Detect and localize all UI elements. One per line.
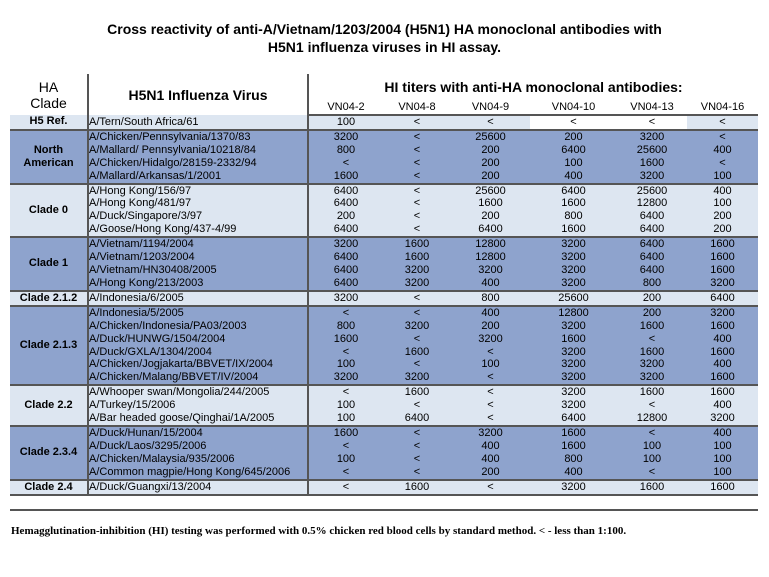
titer-cell: 1600 [687, 264, 758, 277]
virus-cell: A/Vietnam/HN30408/2005 [88, 264, 308, 277]
table-row [10, 371, 758, 385]
titer-cell: 6400 [617, 264, 687, 277]
titer-cell: < [383, 306, 451, 320]
titer-cell: 3200 [530, 264, 617, 277]
clade-cell: Clade 2.1.3 [10, 306, 88, 385]
titer-cell: 1600 [383, 251, 451, 264]
titer-cell: 100 [308, 358, 383, 371]
titer-cell: 100 [308, 453, 383, 466]
titer-cell: 6400 [308, 197, 383, 210]
table-row [10, 291, 758, 306]
titer-cell: 25600 [530, 291, 617, 306]
titer-cell: 3200 [617, 170, 687, 184]
titer-cell: 200 [308, 210, 383, 223]
titer-cell: 200 [687, 223, 758, 237]
titer-cell: 3200 [687, 412, 758, 426]
table-row [10, 440, 758, 453]
titer-cell: 6400 [530, 144, 617, 157]
titer-cell: < [308, 466, 383, 480]
virus-cell: A/Duck/GXLA/1304/2004 [88, 346, 308, 359]
virus-cell: A/Goose/Hong Kong/437-4/99 [88, 223, 308, 237]
titer-cell: 1600 [383, 346, 451, 359]
titer-cell: < [383, 426, 451, 440]
titer-cell: 200 [451, 170, 530, 184]
table-row [10, 184, 758, 198]
titer-cell: < [687, 115, 758, 130]
titer-cell: 12800 [451, 237, 530, 251]
titer-cell: 1600 [617, 157, 687, 170]
titer-cell: 12800 [617, 412, 687, 426]
titer-cell: 6400 [617, 223, 687, 237]
virus-cell: A/Chicken/Indonesia/PA03/2003 [88, 320, 308, 333]
table-row [10, 170, 758, 184]
titer-cell: < [383, 333, 451, 346]
titer-cell: < [308, 157, 383, 170]
titer-cell: 100 [308, 399, 383, 412]
titer-cell: 1600 [530, 440, 617, 453]
titer-cell: < [383, 170, 451, 184]
titer-cell: 6400 [530, 184, 617, 198]
table-row [10, 157, 758, 170]
antibody-header: VN04-9 [451, 100, 530, 115]
table-row [10, 223, 758, 237]
titer-cell: < [451, 371, 530, 385]
titer-cell: < [383, 197, 451, 210]
titer-cell: 6400 [308, 277, 383, 291]
virus-cell: A/Bar headed goose/Qinghai/1A/2005 [88, 412, 308, 426]
titer-cell: 1600 [687, 320, 758, 333]
clade-cell: Clade 2.2 [10, 385, 88, 426]
table-row [10, 277, 758, 291]
titer-cell: 400 [451, 306, 530, 320]
titer-cell: 400 [530, 170, 617, 184]
titer-cell: 25600 [451, 130, 530, 144]
titer-cell: < [687, 130, 758, 144]
titer-cell: 3200 [530, 385, 617, 399]
virus-cell: A/Duck/HUNWG/1504/2004 [88, 333, 308, 346]
titer-cell: 6400 [617, 251, 687, 264]
titer-cell: 200 [617, 306, 687, 320]
titer-cell: 200 [451, 210, 530, 223]
titer-cell: < [451, 346, 530, 359]
titer-cell: < [451, 480, 530, 495]
antibody-header: VN04-10 [530, 100, 617, 115]
titer-cell: 3200 [530, 251, 617, 264]
antibody-header: VN04-16 [687, 100, 758, 115]
titer-cell: 1600 [308, 426, 383, 440]
titer-cell: 100 [687, 440, 758, 453]
virus-cell: A/Chicken/Malang/BBVET/IV/2004 [88, 371, 308, 385]
titer-cell: 12800 [617, 197, 687, 210]
titer-cell: 1600 [617, 346, 687, 359]
titer-cell: 1600 [617, 480, 687, 495]
titer-cell: 3200 [530, 346, 617, 359]
titer-cell: 6400 [308, 251, 383, 264]
titer-cell: 3200 [530, 399, 617, 412]
title-line-1: Cross reactivity of anti-A/Vietnam/1203/2004 (H5N1) HA monoclonal antibodies with [107, 21, 662, 37]
titer-cell: 100 [687, 170, 758, 184]
titer-cell: < [617, 426, 687, 440]
virus-cell: A/Hong Kong/481/97 [88, 197, 308, 210]
title-line-2: H5N1 influenza viruses in HI assay. [267, 39, 502, 55]
titer-cell: 800 [308, 320, 383, 333]
titer-cell: 6400 [308, 264, 383, 277]
titer-cell: 3200 [383, 371, 451, 385]
virus-cell: A/Duck/Hunan/15/2004 [88, 426, 308, 440]
virus-cell: A/Chicken/Pennsylvania/1370/83 [88, 130, 308, 144]
titer-cell: 100 [617, 440, 687, 453]
virus-cell: A/Duck/Laos/3295/2006 [88, 440, 308, 453]
titer-cell: 100 [617, 453, 687, 466]
titer-cell: 1600 [687, 371, 758, 385]
titer-cell: 200 [687, 210, 758, 223]
virus-cell: A/Hong Kong/156/97 [88, 184, 308, 198]
titer-cell: < [383, 144, 451, 157]
titer-cell: 800 [530, 210, 617, 223]
clade-cell: Clade 2.1.2 [10, 291, 88, 306]
virus-cell: A/Common magpie/Hong Kong/645/2006 [88, 466, 308, 480]
titer-cell: 200 [530, 130, 617, 144]
table-row [10, 466, 758, 480]
titer-cell: 1600 [617, 385, 687, 399]
footnote: Hemagglutination-inhibition (HI) testing was performed with 0.5% chicken red blood cells by standard method. < - less than 1:100. [11, 525, 627, 537]
titer-cell: < [617, 115, 687, 130]
titer-cell: 6400 [530, 412, 617, 426]
virus-cell: A/Chicken/Malaysia/935/2006 [88, 453, 308, 466]
titer-cell: < [530, 115, 617, 130]
column-header-virus: H5N1 Influenza Virus [88, 74, 308, 115]
virus-cell: A/Mallard/ Pennsylvania/10218/84 [88, 144, 308, 157]
clade-header-text: HA Clade [30, 78, 67, 111]
titer-cell: 3200 [451, 264, 530, 277]
table-row [10, 144, 758, 157]
clade-cell: Clade 1 [10, 237, 88, 291]
titer-cell: < [308, 480, 383, 495]
virus-cell: A/Hong Kong/213/2003 [88, 277, 308, 291]
titer-cell: 3200 [383, 264, 451, 277]
titer-cell: 3200 [308, 371, 383, 385]
titer-cell: < [617, 333, 687, 346]
antibody-header: VN04-13 [617, 100, 687, 115]
table-row [10, 210, 758, 223]
titer-cell: 400 [687, 399, 758, 412]
titer-cell: 1600 [530, 197, 617, 210]
titer-cell: 400 [687, 184, 758, 198]
titer-cell: < [451, 115, 530, 130]
titer-cell: < [308, 385, 383, 399]
titer-cell: < [451, 412, 530, 426]
titer-cell: 400 [530, 466, 617, 480]
titer-cell: < [383, 130, 451, 144]
titer-cell: 100 [530, 157, 617, 170]
titer-cell: 3200 [530, 480, 617, 495]
titer-cell: 1600 [383, 385, 451, 399]
titer-cell: 1600 [530, 333, 617, 346]
titer-cell: 6400 [687, 291, 758, 306]
titer-cell: < [617, 399, 687, 412]
titer-cell: 3200 [530, 237, 617, 251]
clade-cell: Clade 2.4 [10, 480, 88, 495]
titer-cell: 3200 [617, 371, 687, 385]
titer-cell: < [383, 157, 451, 170]
titer-cell: 12800 [451, 251, 530, 264]
titer-cell: 200 [451, 466, 530, 480]
table-row [10, 426, 758, 440]
virus-cell: A/Duck/Singapore/3/97 [88, 210, 308, 223]
titer-cell: 800 [308, 144, 383, 157]
titer-cell: 400 [451, 440, 530, 453]
titer-cell: 400 [451, 453, 530, 466]
clade-cell: H5 Ref. [10, 115, 88, 130]
titer-cell: 100 [308, 412, 383, 426]
titer-cell: < [383, 399, 451, 412]
titer-cell: 1600 [383, 480, 451, 495]
titer-cell: 100 [308, 115, 383, 130]
titer-cell: 1600 [687, 346, 758, 359]
clade-cell: North American [10, 130, 88, 184]
titer-cell: < [383, 466, 451, 480]
titer-cell: 100 [687, 197, 758, 210]
titer-cell: < [383, 440, 451, 453]
titer-cell: 6400 [308, 184, 383, 198]
titer-cell: 1600 [687, 480, 758, 495]
titer-cell: 1600 [451, 197, 530, 210]
titer-cell: < [451, 385, 530, 399]
table-row [10, 320, 758, 333]
virus-cell: A/Vietnam/1194/2004 [88, 237, 308, 251]
titer-cell: < [687, 157, 758, 170]
titer-cell: 400 [687, 333, 758, 346]
titer-cell: 200 [451, 144, 530, 157]
titer-cell: 1600 [687, 237, 758, 251]
titer-cell: < [617, 466, 687, 480]
titer-cell: 200 [451, 157, 530, 170]
titer-cell: 1600 [530, 223, 617, 237]
titer-cell: 3200 [530, 277, 617, 291]
titer-cell: 100 [687, 453, 758, 466]
titer-cell: 200 [451, 320, 530, 333]
virus-cell: A/Vietnam/1203/2004 [88, 251, 308, 264]
titer-cell: 3200 [530, 371, 617, 385]
titer-cell: 25600 [617, 144, 687, 157]
virus-cell: A/Duck/Guangxi/13/2004 [88, 480, 308, 495]
titer-cell: 3200 [383, 277, 451, 291]
titer-cell: 3200 [687, 277, 758, 291]
table-row [10, 237, 758, 251]
clade-cell: Clade 2.3.4 [10, 426, 88, 480]
titer-cell: 3200 [530, 358, 617, 371]
titer-cell: < [383, 223, 451, 237]
titer-cell: < [308, 346, 383, 359]
hi-titer-table [10, 74, 758, 496]
titer-cell: < [308, 440, 383, 453]
table-row [10, 385, 758, 399]
column-header-titers: HI titers with anti-HA monoclonal antibodies: [384, 79, 683, 95]
titer-cell: 6400 [308, 223, 383, 237]
titer-cell: 400 [687, 426, 758, 440]
table-row [10, 130, 758, 144]
titer-cell: 6400 [451, 223, 530, 237]
table-row [10, 399, 758, 412]
table-row [10, 412, 758, 426]
table-bottom-rule [10, 509, 758, 511]
titer-cell: 100 [451, 358, 530, 371]
titer-cell: 100 [687, 466, 758, 480]
virus-cell: A/Tern/South Africa/61 [88, 115, 308, 130]
virus-cell: A/Indonesia/6/2005 [88, 291, 308, 306]
titer-cell: 3200 [308, 130, 383, 144]
titer-cell: 3200 [687, 306, 758, 320]
titer-cell: 1600 [308, 170, 383, 184]
titer-cell: 400 [687, 358, 758, 371]
titer-cell: 6400 [383, 412, 451, 426]
table-row [10, 480, 758, 495]
titer-cell: < [383, 184, 451, 198]
titer-cell: 400 [451, 277, 530, 291]
table-title [0, 20, 769, 56]
titer-cell: < [383, 210, 451, 223]
virus-cell: A/Turkey/15/2006 [88, 399, 308, 412]
titer-cell: 1600 [383, 237, 451, 251]
table-row [10, 333, 758, 346]
antibody-header: VN04-8 [383, 100, 451, 115]
titer-cell: 3200 [617, 130, 687, 144]
table-row [10, 346, 758, 359]
titer-cell: 25600 [451, 184, 530, 198]
clade-cell: Clade 0 [10, 184, 88, 238]
table-row [10, 453, 758, 466]
titer-cell: < [451, 399, 530, 412]
titer-cell: < [383, 291, 451, 306]
virus-cell: A/Whooper swan/Mongolia/244/2005 [88, 385, 308, 399]
titer-cell: 3200 [617, 358, 687, 371]
titer-cell: 3200 [451, 426, 530, 440]
titer-cell: 3200 [308, 237, 383, 251]
titer-cell: 1600 [687, 385, 758, 399]
titer-cell: 3200 [451, 333, 530, 346]
titer-cell: 3200 [530, 320, 617, 333]
table-row [10, 358, 758, 371]
titer-cell: 800 [530, 453, 617, 466]
titer-cell: < [383, 453, 451, 466]
titer-cell: 800 [617, 277, 687, 291]
titer-cell: < [383, 358, 451, 371]
titer-cell: 3200 [308, 291, 383, 306]
titer-cell: 12800 [530, 306, 617, 320]
titer-cell: 1600 [530, 426, 617, 440]
titer-cell: < [383, 115, 451, 130]
table-row [10, 115, 758, 130]
table-body [10, 115, 758, 495]
table-row [10, 306, 758, 320]
titer-cell: 1600 [687, 251, 758, 264]
table-row [10, 264, 758, 277]
virus-cell: A/Chicken/Hidalgo/28159-2332/94 [88, 157, 308, 170]
titer-cell: 25600 [617, 184, 687, 198]
titer-cell: < [308, 306, 383, 320]
titer-cell: 6400 [617, 237, 687, 251]
titer-cell: 6400 [617, 210, 687, 223]
titer-cell: 1600 [617, 320, 687, 333]
titer-cell: 200 [617, 291, 687, 306]
titer-cell: 3200 [383, 320, 451, 333]
virus-cell: A/Mallard/Arkansas/1/2001 [88, 170, 308, 184]
titer-cell: 400 [687, 144, 758, 157]
titer-cell: 1600 [308, 333, 383, 346]
antibody-header: VN04-2 [308, 100, 383, 115]
virus-cell: A/Indonesia/5/2005 [88, 306, 308, 320]
virus-cell: A/Chicken/Jogjakarta/BBVET/IX/2004 [88, 358, 308, 371]
table-row [10, 251, 758, 264]
column-header-clade [10, 74, 88, 115]
table-row [10, 197, 758, 210]
titer-cell: 800 [451, 291, 530, 306]
